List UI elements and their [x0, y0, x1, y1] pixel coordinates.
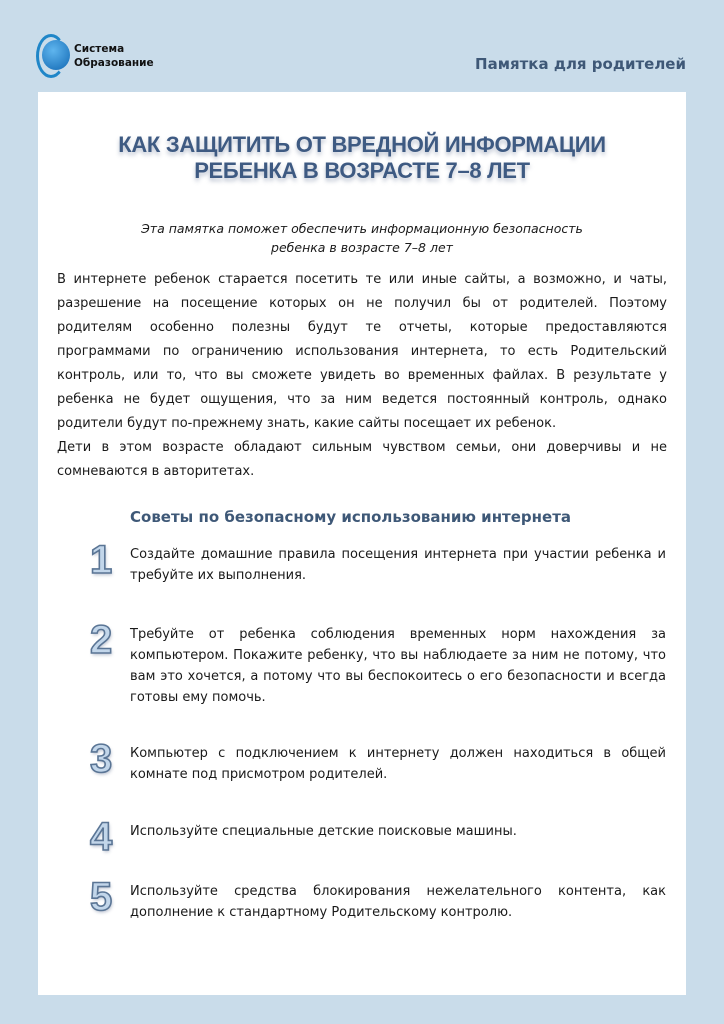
number-2-icon: 2 [90, 618, 113, 662]
tip-text: Используйте специальные детские поисковые машины. [130, 824, 517, 839]
document-card [38, 92, 686, 995]
number-1-icon: 1 [90, 538, 113, 582]
logo-globe-icon [36, 30, 70, 82]
document-subtitle [38, 219, 686, 257]
logo-line-1: Система [74, 43, 125, 55]
number-4-icon: 4 [90, 815, 113, 859]
tip-text: Используйте средства блокирования нежелательного контента, как дополнение к стандартному Родительскому контролю. [130, 884, 666, 920]
tip-item [90, 538, 666, 586]
header-title: Памятка для родителей [475, 55, 686, 73]
subtitle-line-1: Эта памятка поможет обеспечить информационную безопасность [141, 221, 583, 236]
document-title [38, 132, 686, 184]
tip-item [90, 618, 666, 708]
tip-item [90, 875, 666, 923]
title-line-2: РЕБЕНКА В ВОЗРАСТЕ 7–8 ЛЕТ [194, 158, 530, 183]
section-title: Советы по безопасному использованию интернета [130, 508, 572, 526]
intro-text [57, 268, 667, 484]
subtitle-line-2: ребенка в возрасте 7–8 лет [271, 240, 453, 255]
number-3-icon: 3 [90, 737, 113, 781]
logo-line-2: Образование [74, 57, 154, 69]
tip-text: Создайте домашние правила посещения интернета при участии ребенка и требуйте их выполнения. [130, 547, 666, 583]
logo-text [74, 42, 154, 70]
title-line-1: КАК ЗАЩИТИТЬ ОТ ВРЕДНОЙ ИНФОРМАЦИИ [118, 132, 606, 157]
tip-text: Требуйте от ребенка соблюдения временных норм нахождения за компьютером. Покажите ребенку, что вы наблюдаете за ним не потому, что вам это хочется, а потому что вы беспокоитесь о его безопасности и всегда готовы ему помочь. [130, 627, 666, 705]
paragraph: В интернете ребенок старается посетить те или иные сайты, а возможно, и чаты, разрешение на посещение которых он не получил бы от родителей. Поэтому родителям особенно полезны будут те отчеты, которые предоставляются программами по ограничению использования интернета, то есть Родительский контроль, или то, что вы сможете увидеть во временных файлах. В результате у ребенка не будет ощущения, что за ним ведется постоянный контроль, однако родители будут по-прежнему знать, какие сайты посещает их ребенок. [57, 272, 667, 431]
paragraph: Дети в этом возрасте обладают сильным чувством семьи, они доверчивы и не сомневаются в авторитетах. [57, 440, 667, 479]
tip-item [90, 815, 666, 859]
tip-text: Компьютер с подключением к интернету должен находиться в общей комнате под присмотром родителей. [130, 746, 666, 782]
number-5-icon: 5 [90, 875, 113, 919]
logo [36, 30, 154, 82]
tip-item [90, 737, 666, 785]
